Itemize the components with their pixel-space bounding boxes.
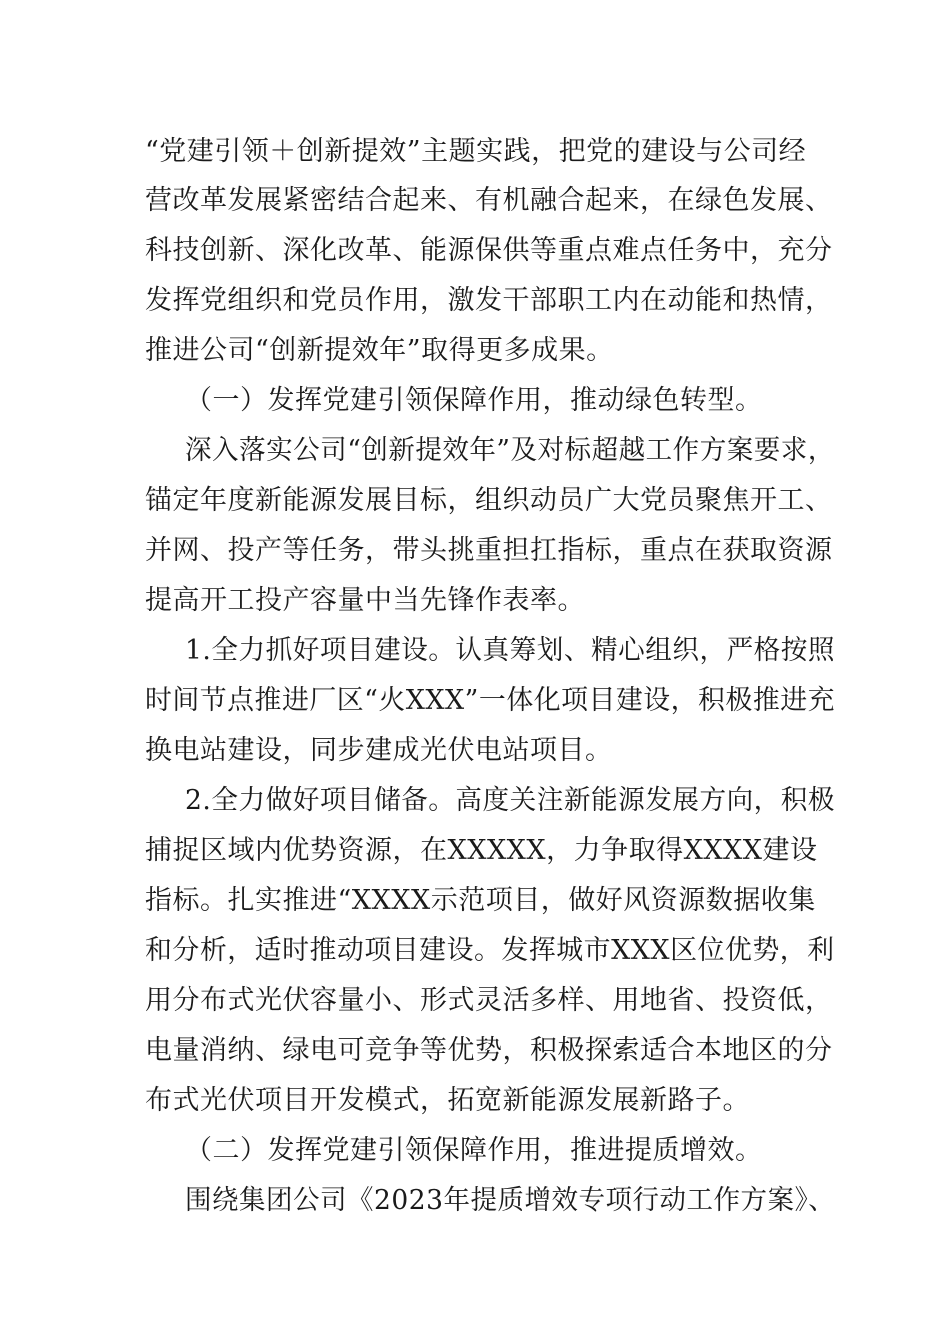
item-2-line-2: 捕捉区域内优势资源，在XXXXX，力争取得XXXX建设: [145, 835, 818, 866]
item-1-line-1: 1.全力抓好项目建设。认真筹划、精心组织，严格按照: [185, 635, 836, 666]
item-1-line-3: 换电站建设，同步建成光伏电站项目。: [145, 735, 613, 766]
item-2-line-3: 指标。扎实推进“XXXX示范项目，做好风资源数据收集: [145, 885, 816, 916]
item-1-line-2: 时间节点推进厂区“火XXX”一体化项目建设，积极推进充: [145, 685, 836, 716]
item-2-line-4: 和分析，适时推动项目建设。发挥城市XXX区位优势，利: [145, 935, 835, 966]
section-heading-1: （一）发挥党建引领保障作用，推动绿色转型。: [185, 385, 763, 416]
paragraph-1-line-3: 科技创新、深化改革、能源保供等重点难点任务中，充分: [145, 235, 833, 266]
item-2-line-7: 布式光伏项目开发模式，拓宽新能源发展新路子。: [145, 1085, 750, 1116]
item-2-line-6: 电量消纳、绿电可竞争等优势，积极探索适合本地区的分: [145, 1035, 833, 1066]
paragraph-1-line-1: “党建引领＋创新提效”主题实践，把党的建设与公司经: [145, 136, 807, 167]
paragraph-2-line-3: 并网、投产等任务，带头挑重担扛指标，重点在获取资源: [145, 535, 833, 566]
paragraph-1-line-4: 发挥党组织和党员作用，激发干部职工内在动能和热情，: [145, 285, 833, 316]
paragraph-2-line-1: 深入落实公司“创新提效年”及对标超越工作方案要求，: [185, 435, 835, 466]
paragraph-2-line-4: 提高开工投产容量中当先锋作表率。: [145, 585, 585, 616]
paragraph-2-line-2: 锚定年度新能源发展目标，组织动员广大党员聚焦开工、: [145, 485, 833, 516]
item-2-line-1: 2.全力做好项目储备。高度关注新能源发展方向，积极: [185, 785, 836, 816]
paragraph-1-line-5: 推进公司“创新提效年”取得更多成果。: [145, 335, 614, 366]
paragraph-3-line-1: 围绕集团公司《2023年提质增效专项行动工作方案》、: [185, 1185, 836, 1216]
paragraph-1-line-2: 营改革发展紧密结合起来、有机融合起来，在绿色发展、: [145, 185, 833, 216]
section-heading-2: （二）发挥党建引领保障作用，推进提质增效。: [185, 1135, 763, 1166]
item-2-line-5: 用分布式光伏容量小、形式灵活多样、用地省、投资低，: [145, 985, 833, 1016]
